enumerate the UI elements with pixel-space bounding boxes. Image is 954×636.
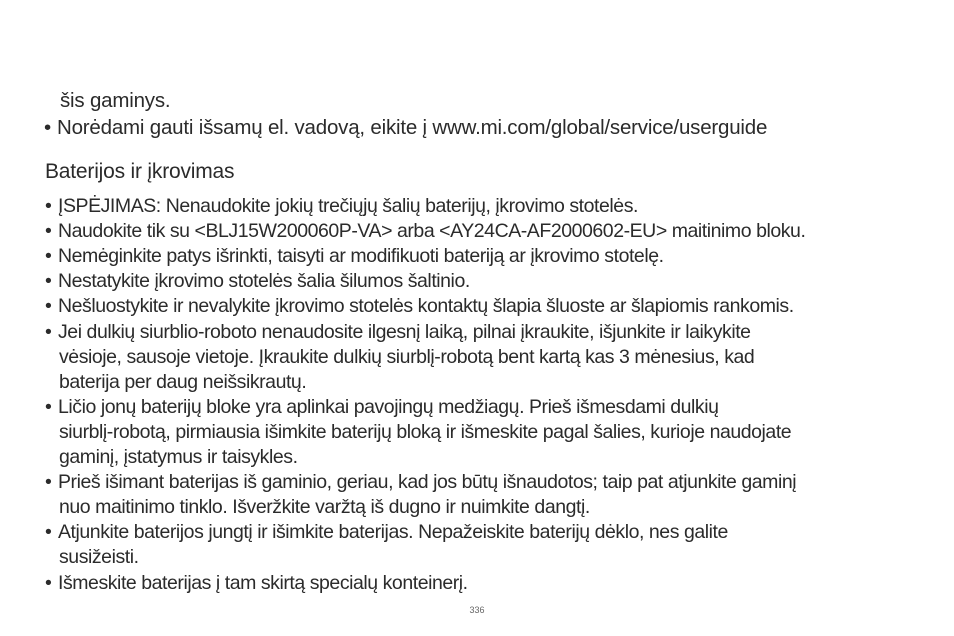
bullet-marker: • (45, 521, 52, 544)
list-item-text: Išmeskite baterijas į tam skirtą specialų konteinerį. (58, 571, 468, 594)
list-item-text: Ličio jonų baterijų bloke yra aplinkai pavojingų medžiagų. Prieš išmesdami dulkių (58, 395, 719, 418)
list-item-text: Nemėginkite patys išrinkti, taisyti ar modifikuoti bateriją ar įkrovimo stotelę. (58, 245, 664, 268)
list-item-text: Atjunkite baterijos jungtį ir išimkite baterijas. Nepažeiskite baterijų dėklo, nes galite (58, 521, 728, 544)
bullet-marker: • (45, 471, 52, 494)
bullet-marker: • (45, 395, 52, 418)
list-item (45, 219, 805, 243)
list-item (45, 320, 751, 344)
list-item (45, 395, 719, 419)
list-item-text: Jei dulkių siurblio-roboto nenaudosite ilgesnį laiką, pilnai įkraukite, išjunkite ir laikykite (58, 320, 751, 343)
guide-bullet-item (44, 116, 767, 140)
bullet-marker: • (45, 320, 52, 343)
intro-continuation: šis gaminys. (60, 89, 171, 112)
bullet-marker: • (45, 571, 52, 594)
list-item-text: ĮSPĖJIMAS: Nenaudokite jokių trečiųjų šalių baterijų, įkrovimo stotelės. (58, 195, 638, 217)
page-number: 336 (469, 605, 485, 615)
bullet-marker: • (44, 116, 51, 139)
list-item (45, 470, 796, 494)
list-item (45, 269, 470, 293)
bullet-marker: • (45, 295, 52, 318)
list-item (45, 571, 468, 595)
list-item-text: Prieš išimant baterijas iš gaminio, geriau, kad jos būtų išnaudotos; taip pat atjunkite gaminį (58, 471, 797, 494)
list-item-text: vėsioje, sausoje vietoje. Įkraukite dulkių siurblį-robotą bent kartą kas 3 mėnesius, kad (59, 345, 755, 368)
list-item-text: susižeisti. (59, 546, 139, 569)
list-item (45, 244, 664, 268)
list-item-continuation (59, 445, 298, 469)
bullet-marker: • (45, 220, 52, 243)
list-item-continuation (59, 545, 139, 569)
list-item-text: nuo maitinimo tinklo. Išveržkite varžtą iš dugno ir nuimkite dangtį. (59, 496, 590, 519)
list-item-continuation (59, 495, 590, 519)
list-item (45, 294, 794, 318)
list-item-text: baterija per daug neišsikrautų. (59, 370, 307, 393)
list-item (45, 194, 638, 218)
list-item (45, 520, 728, 544)
list-item-text: Naudokite tik su <BLJ15W200060P-VA> arba <AY24CA-AF2000602-EU> maitinimo bloku. (58, 220, 806, 243)
list-item-continuation (59, 370, 306, 394)
bullet-marker: • (45, 245, 52, 268)
section-heading: Baterijos ir įkrovimas (45, 160, 235, 183)
bullet-marker: • (45, 195, 52, 217)
list-item-text: Nešluostykite ir nevalykite įkrovimo stotelės kontaktų šlapia šluoste ar šlapiomis rankomis. (58, 295, 794, 318)
list-item-text: gaminį, įstatymus ir taisykles. (59, 446, 298, 468)
list-item-text: siurblį-robotą, pirmiausia išimkite baterijų bloką ir išmeskite pagal šalies, kurioje naudojate (59, 420, 792, 443)
guide-bullet-text: Norėdami gauti išsamų el. vadovą, eikite į www.mi.com/global/service/userguide (57, 116, 768, 139)
list-item-continuation (59, 420, 791, 444)
list-item-text: Nestatykite įkrovimo stotelės šalia šilumos šaltinio. (58, 270, 470, 293)
bullet-marker: • (45, 270, 52, 293)
list-item-continuation (59, 345, 754, 369)
